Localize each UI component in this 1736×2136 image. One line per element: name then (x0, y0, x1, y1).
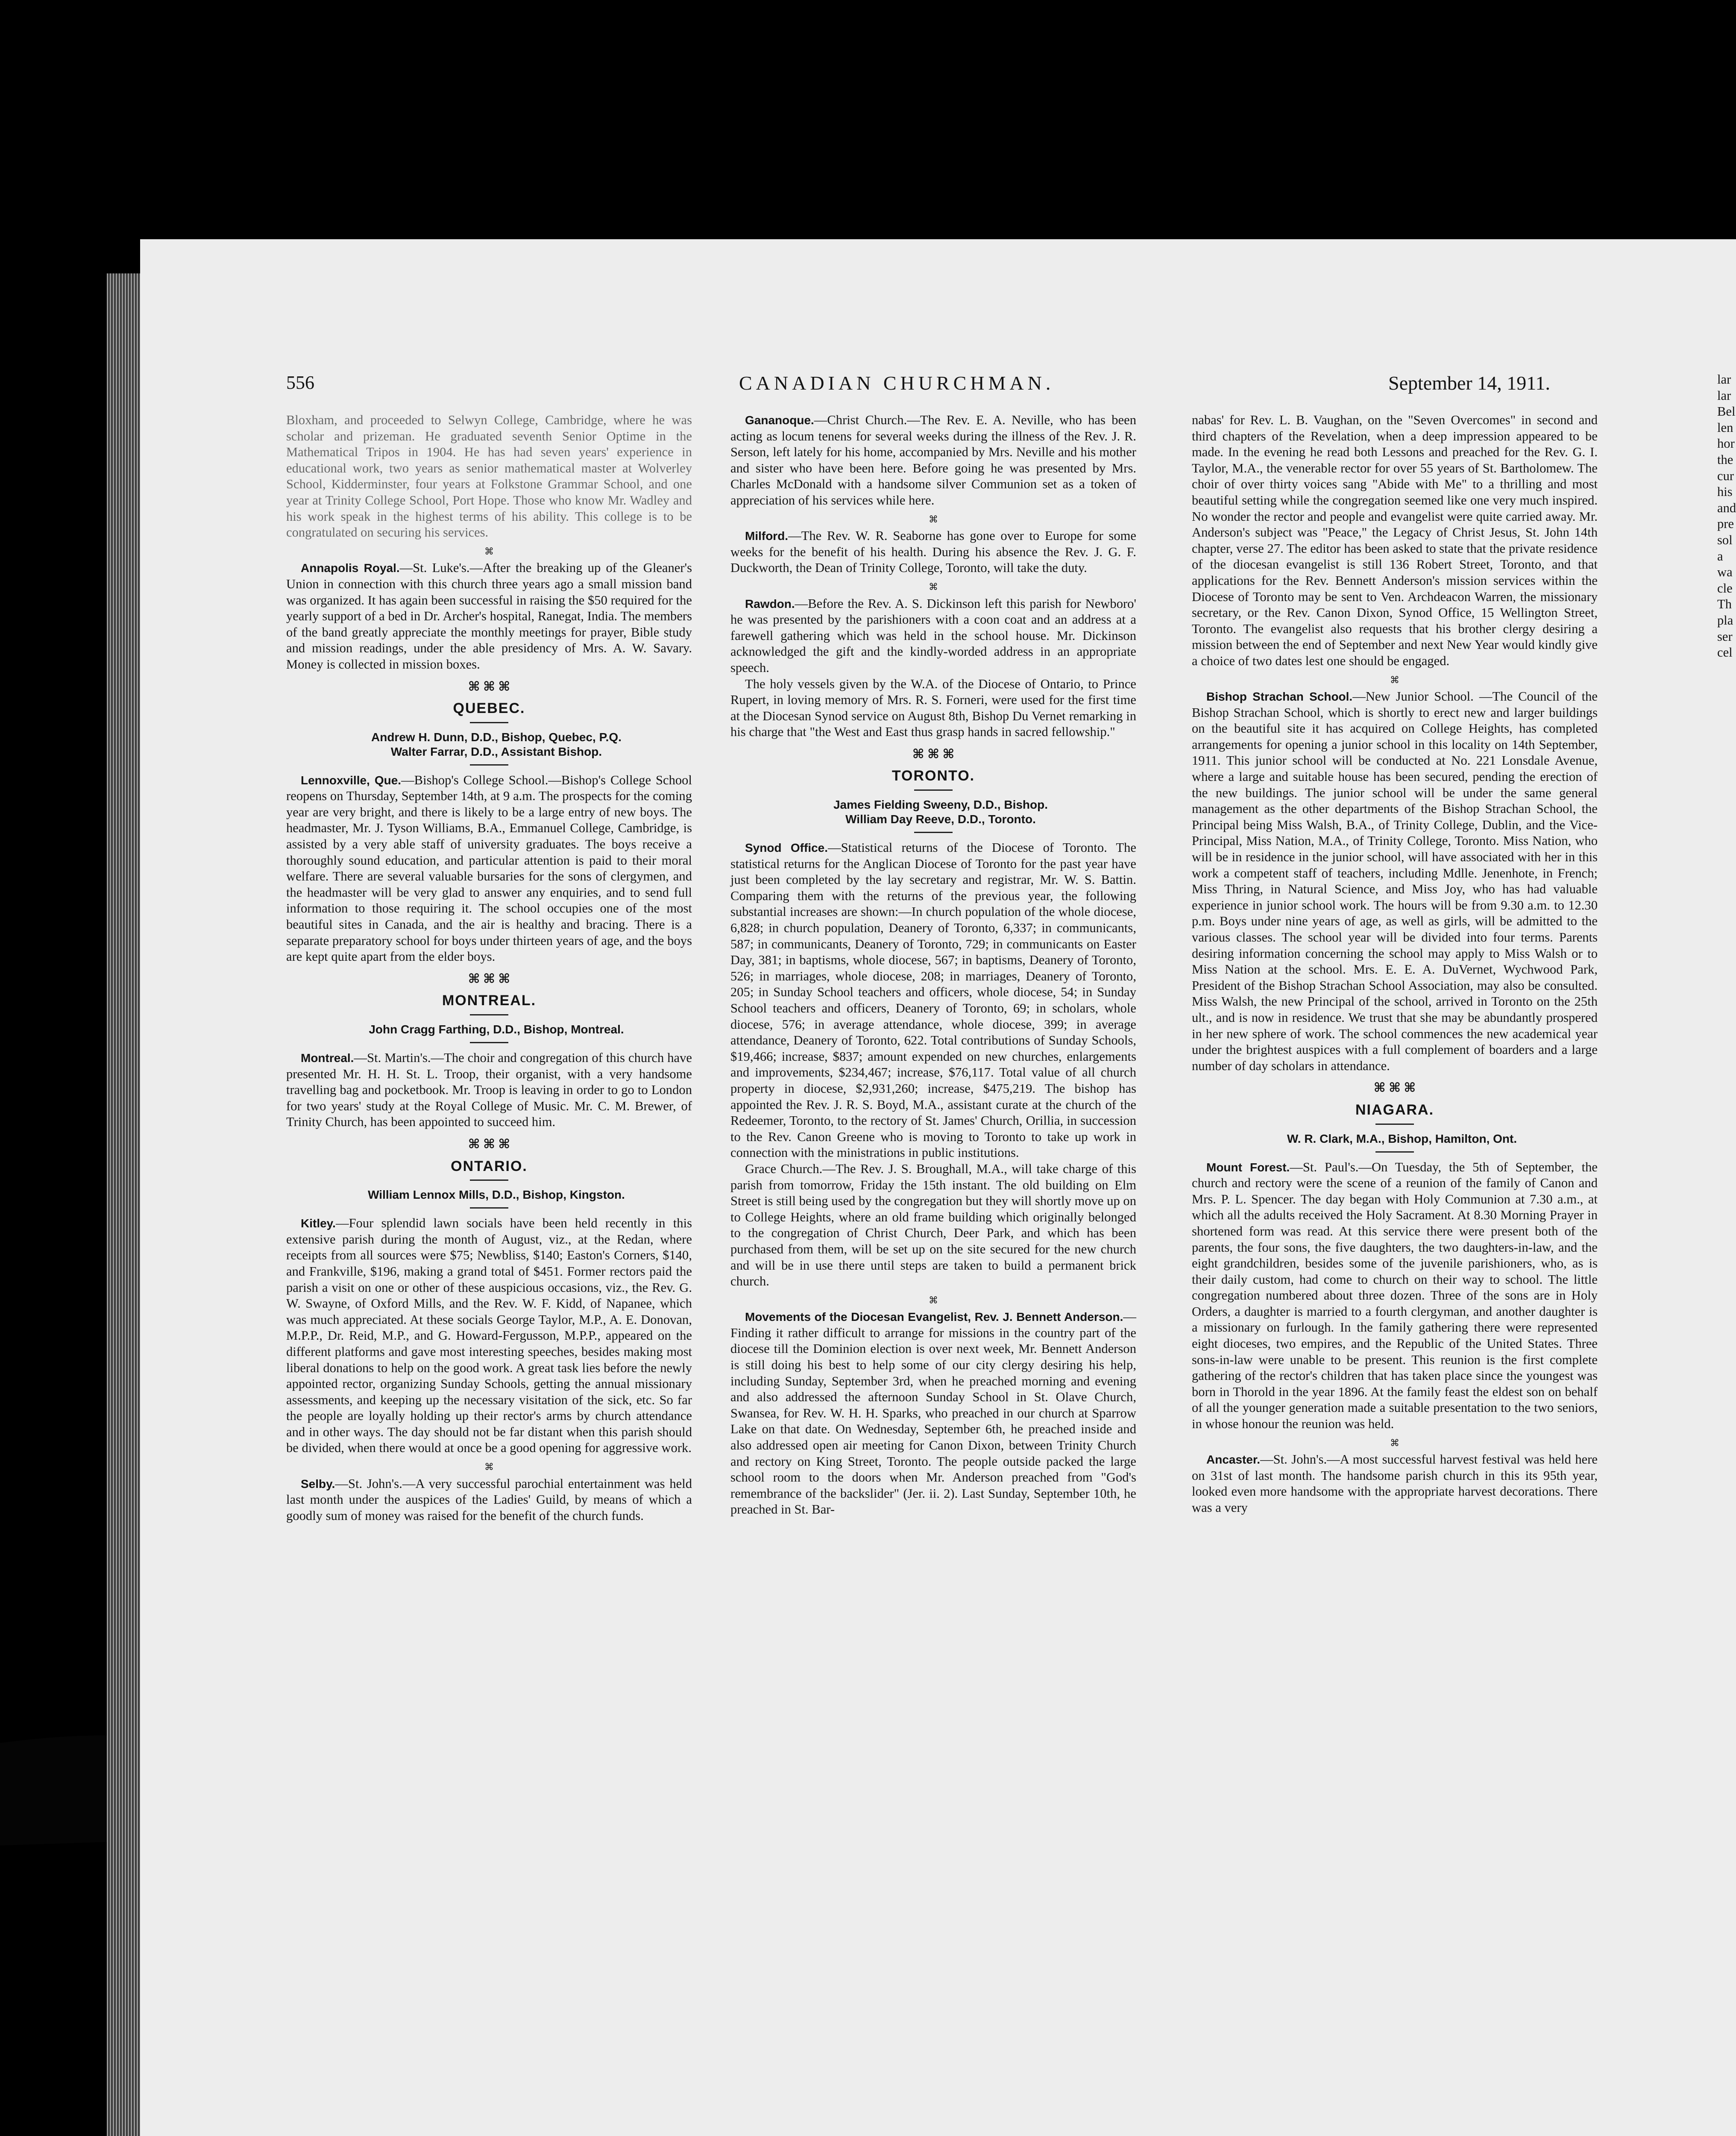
article-body: —Before the Rev. A. S. Dickinson left this parish for Newboro' he was presented by the parishioners with a coon coat and an address at a farewell gathering which was held in the school house. Mr. Dickinson acknowledged the gift and the kindly-worded address in an appropriate speech. (730, 596, 1136, 675)
section-heading: ONTARIO. (451, 1158, 528, 1174)
divider (470, 764, 508, 766)
section-heading: MONTREAL. (442, 992, 537, 1009)
article-lead: Ancaster. (1206, 1453, 1261, 1467)
bishop-line: William Lennox Mills, D.D., Bishop, Kingston. (368, 1188, 625, 1202)
fragment-line: the (1717, 452, 1733, 467)
fragment-line: wa (1717, 565, 1733, 580)
divider (470, 722, 508, 723)
article-movements (730, 1309, 1136, 1518)
divider (470, 1207, 508, 1209)
article-milford (730, 528, 1136, 576)
article-lennoxville (286, 772, 692, 965)
article-bishop-strachan (1192, 689, 1598, 1074)
article-lead: Annapolis Royal. (301, 561, 400, 575)
divider (470, 1014, 508, 1015)
fragment-line: cel (1717, 645, 1733, 660)
divider (470, 1179, 508, 1181)
article-lead: Mount Forest. (1206, 1160, 1290, 1174)
article-body: —Four splendid lawn socials have been held recently in this extensive parish during the month of August, viz., at the Redan, where receipts from all sources were $75; Newbliss, $140; Easton's Corners, $140, and Frankville, $196, making a grand total of $451. Former rectors paid the parish a visit on one or other of these auspicious occasions, viz., the Rev. G. W. Swayne, of Oxford Mills, and the Rev. W. F. Kidd, of Napanee, which was much appreciated. At these socials George Taylor, M.P., A. E. Donovan, M.P.P., Dr. Reid, M.P., and G. Howard-Fergusson, M.P.P., appeared on the different platforms and gave most interesting speeches, besides making most liberal donations to help on the good work. A great task lies before the newly appointed rector, organizing Sunday Schools, getting the annual missionary assessments, and keeping up the necessary visitation of the sick, etc. So far the people are loyally holding up their rector's arms by church attendance and in other ways. The day should not be far distant when this parish should be divided, when there would at once be a good opening for aggressive work. (286, 1216, 692, 1455)
article-lead: Rawdon. (745, 597, 795, 610)
fragment-line: lar (1717, 388, 1731, 403)
page-header (286, 372, 1593, 406)
fragment-line: pla (1717, 613, 1733, 628)
masthead: CANADIAN CHURCHMAN. (739, 372, 1055, 394)
section-mark: ⌘ (1390, 1437, 1399, 1448)
article-lead: Lennoxville, Que. (301, 773, 402, 787)
divider (1375, 1151, 1414, 1153)
article-continuation: Bloxham, and proceeded to Selwyn College, Cambridge, where he was scholar and prizeman. He graduated seventh Senior Optime in the Mathematical Tripos in 1904. He has had seven years' experience in educational work, two years as senior mathematical master at Wolverley School, Kidderminster, four years at Folkstone Grammar School, and one year at Trinity College School, Port Hope. Those who know Mr. Wadley and his work speak in the highest terms of his ability. This college is to be congratulated on securing his services. (286, 413, 692, 540)
fragment-line: Th (1717, 597, 1732, 612)
article-continuation: nabas' for Rev. L. B. Vaughan, on the "Seven Overcomes" in second and third chapters of the Revelation, when a deep impression appeared to be made. In the evening he read both Lessons and preached for the Rev. G. I. Taylor, M.A., the venerable rector for over 55 years of St. Bartholomew. The choir of over thirty voices sang "Abide with Me" to a thrilling and most beautiful setting while the congregation seemed like one very much inspired. No wonder the rector and people and evangelist were quite carried away. Mr. Anderson's subject was "Peace," the Legacy of Christ Jesus, St. John 14th chapter, verse 27. The editor has been asked to state that the private residence of the diocesan evangelist is still 136 Robert Street, Toronto, and that applications for the Rev. Bennett Anderson's mission services within the Diocese of Toronto may be sent to Ven. Archdeacon Warren, the missionary secretary, or the Rev. Canon Dixon, Synod Office, 15 Wellington Street, Toronto. The evangelist also requests that his brother clergy desiring a mission between the end of September and next New Year would kindly give a choice of two dates lest one should be engaged. (1192, 413, 1598, 668)
bishop-line: Andrew H. Dunn, D.D., Bishop, Quebec, P.Q. (371, 730, 622, 744)
bishop-line: W. R. Clark, M.A., Bishop, Hamilton, Ont. (1287, 1132, 1517, 1145)
fragment-line: cur (1717, 468, 1734, 483)
article-body: —Christ Church.—The Rev. E. A. Neville, who has been acting as locum tenens for several weeks during the illness of the Rev. J. R. Serson, left lately for his home, accompanied by Mrs. Neville and his mother and sister who have been here. Before going he was presented by Mrs. Charles McDonald with a handsome silver Communion set as a token of appreciation of his services while here. (730, 413, 1136, 508)
column-2 (730, 412, 1136, 2136)
article-mount-forest (1192, 1159, 1598, 1432)
fragment-line: Bel (1717, 404, 1736, 419)
column-1 (286, 412, 692, 2136)
article-body: —St. Luke's.—After the breaking up of the Gleaner's Union in connection with this church three years ago a small mission band was organized. It has again been successful in raising the $50 required for the yearly support of a bed in Dr. Archer's hospital, Ranegat, India. The members of the band greatly appreciate the monthly meetings for prayer, Bible study and mission readings, under the able presidency of Mrs. A. W. Savary. Money is collected in mission boxes. (286, 560, 692, 672)
page-edge (107, 273, 141, 2136)
section-heading: TORONTO. (891, 768, 975, 784)
fragment-line: a (1717, 549, 1723, 563)
bishop-line: Walter Farrar, D.D., Assistant Bishop. (390, 745, 602, 758)
article-ancaster (1192, 1452, 1598, 1516)
article-body: —St. John's.—A very successful parochial entertainment was held last month under the auspices of the Ladies' Guild, by means of which a goodly sum of money was raised for the benefit of the church funds. (286, 1476, 692, 1523)
bishop-line: John Cragg Farthing, D.D., Bishop, Montreal. (369, 1023, 624, 1036)
section-mark: ⌘ (484, 546, 494, 557)
article-selby (286, 1476, 692, 1524)
article-kitley (286, 1215, 692, 1456)
page-number: 556 (286, 372, 314, 393)
fragment-line: hor (1717, 436, 1735, 451)
article-montreal (286, 1050, 692, 1130)
divider (470, 1042, 508, 1043)
article-body: —Finding it rather difficult to arrange for missions in the country part of the diocese till the Dominion election is over next week, Mr. Bennett Anderson is still doing his best to help some of our city clergy desiring his help, including Sunday, September 3rd, when he preached morning and evening and also addressed the afternoon Sunday School in St. Olave Church, Swansea, for Rev. W. H. H. Sparks, who preached in our church at Sparrow Lake on that date. On Wednesday, September 6th, he preached inside and also addressed open air meeting for Canon Dixon, between Trinity Church and rectory on King Street, Toronto. The people outside packed the large school room to the doors when Mr. Anderson preached from "God's remembrance of the backslider" (Jer. ii. 2). Last Sunday, September 10th, he preached in St. Bar- (730, 1309, 1136, 1517)
section-mark: ⌘ (929, 513, 938, 525)
bishop-line: William Day Reeve, D.D., Toronto. (845, 813, 1036, 826)
article-annapolis (286, 560, 692, 672)
next-page-fragment (1717, 372, 1736, 1910)
fragment-line: his (1717, 484, 1733, 499)
article-body: —St. Martin's.—The choir and congregation of this church have presented Mr. H. H. St. L. Troop, their organist, with a very handsome travelling bag and pocketbook. Mr. Troop is leaving in order to go to London for two years' study at the Royal College of Music. Mr. C. M. Brewer, of Trinity Church, has been appointed to succeed him. (286, 1050, 692, 1130)
article-lead: Bishop Strachan School. (1206, 690, 1353, 704)
article-body: —Bishop's College School.—Bishop's College School reopens on Thursday, September 14th, at 9 a.m. The prospects for the coming year are very bright, and there is likely to be a large entry of new boys. The headmaster, Mr. J. Tyson Williams, B.A., Emmanuel College, Cambridge, is assisted by a very able staff of university graduates. The boys receive a thoroughly sound education, and particular attention is paid to their moral welfare. There are several valuable bursaries for the sons of clergymen, and the headmaster will be very glad to answer any enquiries, and to send full information to those requiring it. The school occupies one of the most beautiful sites in Canada, and the air is healthy and bracing. There is a separate preparatory school for boys under thirteen years of age, and the boys are kept quite apart from the elder boys. (286, 772, 692, 964)
article-body: —New Junior School. —The Council of the Bishop Strachan School, which is shortly to erect new and larger buildings on the beautiful site it has acquired on College Heights, has completed arrangements for opening a junior school in this locality on 14th September, 1911. This junior school will be conducted at No. 221 Lonsdale Avenue, where a large and suitable house has been secured, pending the erection of the new buildings. The junior school will be under the same general management as the other departments of the Bishop Strachan School, the Principal being Miss Walsh, B.A., of Trinity College, Dublin, and the Vice-Principal, Miss Nation, M.A., of Trinity College, Toronto. Miss Nation, who will be in residence in the junior school, will have associated with her in this work a competent staff of teachers, including Mdlle. Jenenhote, in French; Miss Thring, in Natural Science, and Miss Joy, who has had valuable experience in junior school work. The hours will be from 9.30 a.m. to 12.30 p.m. Boys under nine years of age, as well as girls, will be admitted to the various classes. The school year will be divided into four terms. Parents desiring information concerning the school may apply to Miss Walsh or to Miss Nation at the school. Mrs. E. E. A. DuVernet, Wychwood Park, President of the Bishop Strachan School Association, may also be consulted. Miss Walsh, the new Principal of the school, arrived in Toronto on the 25th ult., and is now in residence. We trust that she may be abundantly prospered in her new sphere of work. The school commences the new academical year under the brightest auspices with a full complement of boarders and a large number of day scholars in attendance. (1192, 689, 1598, 1073)
article-body: —St. Paul's.—On Tuesday, the 5th of September, the church and rectory were the scene of a reunion of the family of Canon and Mrs. P. L. Spencer. The day began with Holy Communion at 7.30 a.m., at which all the adults received the Holy Sacrament. At 8.30 Morning Prayer in shortened form was read. At this service there were present both of the parents, the four sons, the five daughters, the two daughters-in-law, and the eight grandchildren, besides some of the juvenile parishioners, who, as is their daily custom, had come to church on their way to school. The little congregation numbered about three dozen. Three of the sons are in Holy Orders, a daughter is married to a fourth clergyman, and another daughter is a missionary on furlough. In the family gathering there were represented eight dioceses, two empires, and the Republic of the United States. Three sons-in-law were unable to be present. This reunion is the first complete gathering of the rector's children that has taken place since the youngest was born in Thorold in the year 1896. At the family feast the eldest son on behalf of all the younger generation made a suitable presentation to the two seniors, in whose honour the reunion was held. (1192, 1159, 1598, 1432)
article-lead: Montreal. (301, 1051, 354, 1065)
issue-date: September 14, 1911. (1388, 372, 1551, 394)
article-body: —Statistical returns of the Diocese of Toronto. The statistical returns for the Anglican Diocese of Toronto for the past year have just been completed by the lay secretary and registrar, Mr. W. S. Battin. Comparing them with the returns of the previous year, the following substantial increases are shown:—In church population of the whole diocese, 6,828; in church population, Deanery of Toronto, 6,337; in communicants, 587; in communicants, Deanery of Toronto, 729; in communicants on Easter Day, 381; in baptisms, whole diocese, 567; in baptisms, Deanery of Toronto, 526; in marriages, whole diocese, 208; in marriages, Deanery of Toronto, 205; in Sunday School teachers and officers, whole diocese, 54; in Sunday School teachers and officers, Deanery of Toronto, 69; in scholars, whole diocese, 576; in average attendance, whole diocese, 399; in average attendance, Deanery of Toronto, 622. Total contributions of Sunday Schools, $19,466; increase, $837; amount expended on new churches, enlargements and improvements, $234,467; increase, $76,117. Total value of all church property in diocese, $2,931,260; increase, $475,219. The bishop has appointed the Rev. J. R. S. Boyd, M.A., assistant curate at the church of the Redeemer, Toronto, to the rectory of St. James' Church, Orillia, in succession to the Rev. Canon Greene who is moving to Toronto to take up work in connection with the ministrations in public institutions. (730, 840, 1136, 1160)
article-lead: Selby. (301, 1477, 335, 1491)
ornament: ⌘ ⌘ ⌘ (468, 971, 510, 986)
ornament: ⌘ ⌘ ⌘ (912, 747, 955, 761)
article-gananoque (730, 412, 1136, 509)
article-synod-office (730, 840, 1136, 1161)
article-lead: Kitley. (301, 1217, 336, 1230)
ornament: ⌘ ⌘ ⌘ (1373, 1081, 1416, 1095)
article-paragraph: Grace Church.—The Rev. J. S. Broughall, M.A., will take charge of this parish from tomorrow, Friday the 15th instant. The old building on Elm Street is still being used by the congregation but they will shortly move up on to College Heights, where an old frame building which originally belonged to the congregation of Christ Church, Deer Park, and which has been purchased from them, will be set up on the site secured for the new church and will be in use there until steps are taken to build a permanent brick church. (730, 1161, 1136, 1289)
section-heading: NIAGARA. (1355, 1101, 1434, 1118)
column-3 (1192, 412, 1598, 2136)
section-mark: ⌘ (929, 1294, 938, 1306)
section-heading: QUEBEC. (453, 700, 525, 717)
divider (914, 832, 953, 833)
ornament: ⌘ ⌘ ⌘ (468, 1137, 510, 1151)
divider (914, 789, 953, 791)
article-lead: Synod Office. (745, 841, 828, 855)
fragment-line: and (1717, 500, 1736, 515)
article-lead: Movements of the Diocesan Evangelist, Rev. J. Bennett Anderson. (745, 1310, 1123, 1324)
fragment-line: ser (1717, 629, 1733, 644)
article-paragraph: The holy vessels given by the W.A. of the Diocese of Ontario, to Prince Rupert, in loving memory of Mrs. R. S. Forneri, were used for the first time at the Diocesan Synod service on August 8th, Bishop Du Vernet remarking in his charge that "the West and East thus grasp hands in sacred fellowship." (730, 676, 1136, 739)
divider (1375, 1124, 1414, 1125)
article-lead: Milford. (745, 529, 789, 543)
fragment-line: cle (1717, 581, 1733, 596)
section-mark: ⌘ (929, 581, 938, 592)
fragment-line: len (1717, 420, 1733, 435)
article-rawdon (730, 596, 1136, 676)
section-mark: ⌘ (484, 1461, 494, 1473)
bishop-line: James Fielding Sweeny, D.D., Bishop. (833, 798, 1048, 812)
article-lead: Gananoque. (745, 414, 814, 427)
fragment-line: lar (1717, 372, 1731, 387)
ornament: ⌘ ⌘ ⌘ (468, 679, 510, 694)
fragment-line: pre (1717, 516, 1734, 531)
section-mark: ⌘ (1390, 674, 1399, 685)
article-body: —The Rev. W. R. Seaborne has gone over to Europe for some weeks for the benefit of his health. During his absence the Rev. J. G. F. Duckworth, the Dean of Trinity College, Toronto, will take the duty. (730, 528, 1136, 575)
fragment-line: sol (1717, 532, 1733, 547)
article-body: —St. John's.—A most successful harvest festival was held here on 31st of last month. The handsome parish church in this its 95th year, looked even more handsome with the appropriate harvest decorations. There was a very (1192, 1452, 1598, 1515)
